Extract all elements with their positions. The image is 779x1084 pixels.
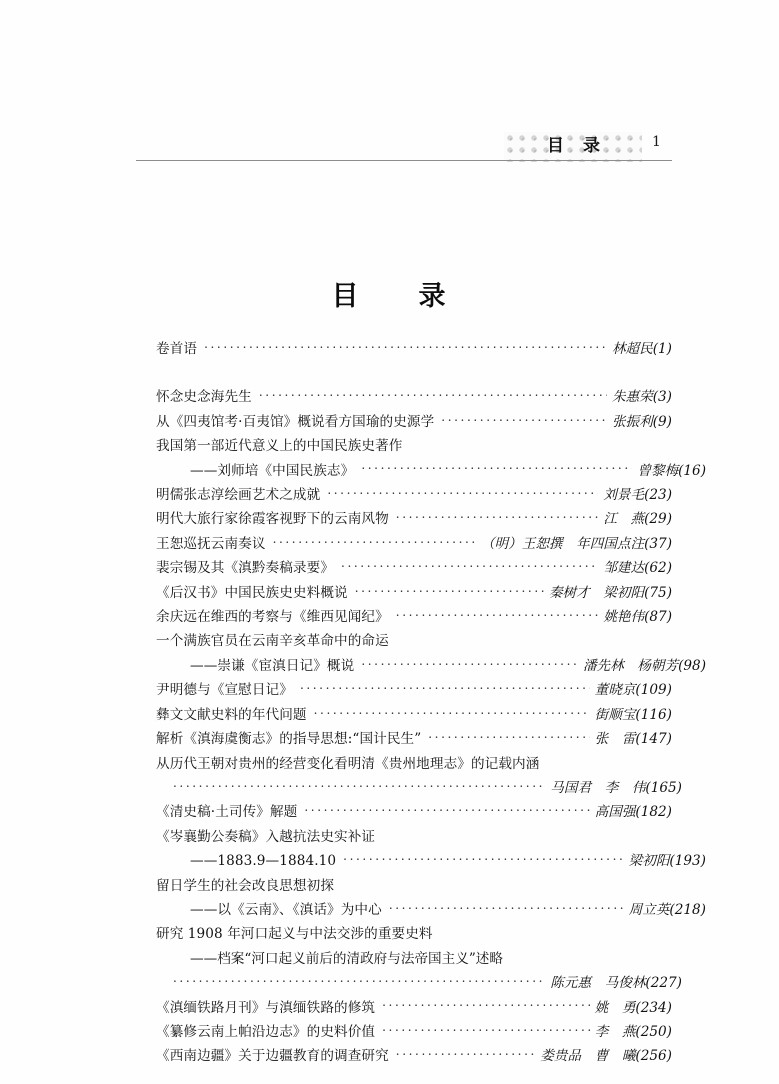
toc-entry-row[interactable] xyxy=(156,483,672,507)
toc-entry[interactable] xyxy=(156,996,672,1020)
toc-entry-row[interactable] xyxy=(156,581,672,605)
toc-entry[interactable] xyxy=(156,703,672,727)
toc-entry-row[interactable] xyxy=(156,459,706,483)
page-number: 1 xyxy=(652,134,661,150)
toc-entry-title: 王恕巡抚云南奏议 xyxy=(156,535,266,552)
running-header xyxy=(0,132,779,172)
toc-entry[interactable] xyxy=(156,410,672,434)
toc-entry-credit: （明）王恕撰 年四国点注(37) xyxy=(480,535,672,552)
toc-entry-title: 一个满族官员在云南辛亥革命中的命运 xyxy=(156,633,389,650)
toc-entry[interactable] xyxy=(156,1044,672,1068)
toc-entry[interactable] xyxy=(156,337,672,361)
toc-entry-title: 留日学生的社会改良思想初探 xyxy=(156,877,335,894)
toc-entry-title: ——1883.9—1884.10 xyxy=(190,853,337,870)
toc-entry[interactable] xyxy=(156,581,672,605)
leader-dots xyxy=(382,1023,590,1036)
toc-entry-row[interactable] xyxy=(156,337,672,361)
toc-entry-credit: 梁初阳(193) xyxy=(628,853,706,870)
leader-dots xyxy=(204,340,607,353)
toc-entry-credit: 高国强(182) xyxy=(594,804,672,821)
leader-dots xyxy=(361,657,578,670)
toc-entry-credit: 林超民(1) xyxy=(611,341,672,357)
toc-entry-row[interactable] xyxy=(156,385,672,409)
toc-entry[interactable] xyxy=(156,922,682,995)
toc-entry-row[interactable] xyxy=(156,898,706,922)
toc-entry-title: 《后汉书》中国民族史史料概说 xyxy=(156,584,348,601)
toc-entry-title: 《岑襄勤公奏稿》入越抗法史实补证 xyxy=(156,828,376,845)
toc-entry-title: 余庆远在维西的考察与《维西见闻纪》 xyxy=(156,609,389,626)
toc-entry-row[interactable] xyxy=(156,800,672,824)
toc-entry-title: 明代大旅行家徐霞客视野下的云南风物 xyxy=(156,511,389,528)
toc-entry-title: 尹明德与《宣慰日记》 xyxy=(156,682,293,699)
toc-entry-row[interactable] xyxy=(156,727,672,751)
toc-entry-row[interactable] xyxy=(156,654,706,678)
toc-entry-title: 怀念史念海先生 xyxy=(156,389,252,406)
toc-entry-title: 《滇缅铁路月刊》与滇缅铁路的修筑 xyxy=(156,999,376,1016)
leader-dots xyxy=(355,584,544,597)
toc-entry-row[interactable] xyxy=(156,996,672,1020)
toc-entry-title: 《清史稿·土司传》解题 xyxy=(156,804,298,821)
toc-entry[interactable] xyxy=(156,483,672,507)
toc-entry-credit: 刘景毛(23) xyxy=(603,487,672,504)
toc-entry-credit: 马国君 李 伟(165) xyxy=(550,779,682,796)
toc-entry[interactable] xyxy=(156,532,672,556)
toc-entry[interactable] xyxy=(156,629,706,678)
toc-entry-credit: 陈元惠 马俊林(227) xyxy=(550,975,682,992)
toc-entry-row[interactable] xyxy=(156,971,682,995)
toc-entry-credit: 姚 勇(234) xyxy=(594,999,672,1016)
toc-entry-row[interactable] xyxy=(156,678,672,702)
toc-entry-title: 解析《滇海虞衡志》的指导思想:“国计民生” xyxy=(156,731,422,748)
toc-entry-title: ——以《云南》、《滇话》为中心 xyxy=(190,901,382,918)
leader-dots xyxy=(273,535,476,548)
toc-entry[interactable] xyxy=(156,605,672,629)
leader-dots xyxy=(389,901,624,914)
toc-entry-title: 研究 1908 年河口起义与中法交涉的重要史料 xyxy=(156,926,433,943)
toc-entry[interactable] xyxy=(156,507,672,531)
toc-entry-row[interactable] xyxy=(156,532,672,556)
toc-entry[interactable] xyxy=(156,727,672,751)
leader-dots xyxy=(441,413,607,426)
toc-entry-row[interactable] xyxy=(156,849,706,873)
toc-entry[interactable] xyxy=(156,800,672,824)
toc-entry-title: 从历代王朝对贵州的经营变化看明清《贵州地理志》的记载内涵 xyxy=(156,755,540,772)
running-header-title: 目 录 xyxy=(547,136,601,156)
toc-entry[interactable] xyxy=(156,1020,672,1044)
toc-entry[interactable] xyxy=(156,678,672,702)
toc-entry-credit: 张振利(9) xyxy=(611,413,672,430)
toc-entry-title: 卷首语 xyxy=(156,341,198,357)
toc-entry-credit: 街顺宝(116) xyxy=(594,706,672,723)
toc-entry[interactable] xyxy=(156,752,682,801)
toc-entry-title: 《西南边疆》关于边疆教育的调查研究 xyxy=(156,1048,389,1065)
toc-entry-title: 我国第一部近代意义上的中国民族史著作 xyxy=(156,438,403,455)
leader-dots xyxy=(300,681,590,694)
leader-dots xyxy=(361,462,632,475)
table-of-contents xyxy=(156,337,706,1069)
leader-dots xyxy=(173,974,545,987)
toc-entry-credit: 姚艳伟(87) xyxy=(603,609,672,626)
toc-entry-row[interactable] xyxy=(156,605,672,629)
leader-dots xyxy=(304,803,589,816)
toc-entry-row[interactable] xyxy=(156,1044,672,1068)
toc-entry-credit: 李 燕(250) xyxy=(594,1023,672,1040)
toc-entry-title: ——崇谦《宦滇日记》概说 xyxy=(190,657,355,674)
toc-entry-title: 明儒张志淳绘画艺术之成就 xyxy=(156,487,321,504)
toc-entry-subtitle: ——档案“河口起义前后的清政府与法帝国主义”述略 xyxy=(190,950,503,967)
toc-entry-credit: 周立英(218) xyxy=(628,901,706,918)
leader-dots xyxy=(343,852,623,865)
leader-dots xyxy=(314,706,590,719)
leader-dots xyxy=(327,486,598,499)
toc-entry[interactable] xyxy=(156,825,706,874)
page-title: 目 录 xyxy=(331,281,448,312)
toc-entry-row[interactable] xyxy=(156,507,672,531)
toc-entry-credit: 朱惠荣(3) xyxy=(611,389,672,406)
toc-entry-row[interactable] xyxy=(156,776,682,800)
toc-entry[interactable] xyxy=(156,556,672,580)
toc-entry-credit: 邹建达(62) xyxy=(603,560,672,577)
leader-dots xyxy=(428,730,589,743)
toc-entry[interactable] xyxy=(156,434,706,483)
leader-dots xyxy=(382,999,590,1012)
toc-entry-row[interactable] xyxy=(156,556,672,580)
toc-entry[interactable] xyxy=(156,385,672,409)
leader-dots xyxy=(396,608,599,621)
toc-entry-title: 《纂修云南上帕沿边志》的史料价值 xyxy=(156,1023,376,1040)
leader-dots xyxy=(259,388,607,401)
toc-entry-credit: 潘先林 杨朝芳(98) xyxy=(582,657,706,674)
toc-entry-credit: 董晓京(109) xyxy=(594,682,672,699)
toc-entry-credit: 娄贵品 曹 曦(256) xyxy=(540,1048,672,1065)
leader-dots xyxy=(396,510,599,523)
toc-entry-credit: 秦树才 梁初阳(75) xyxy=(548,584,672,601)
toc-entry-title: 从《四夷馆考·百夷馆》概说看方国瑜的史源学 xyxy=(156,413,435,430)
toc-entry-credit: 张 雷(147) xyxy=(594,731,672,748)
toc-entry-title: 彝文文献史料的年代问题 xyxy=(156,706,307,723)
leader-dots xyxy=(173,779,545,792)
header-rule xyxy=(136,160,672,161)
toc-entry-credit: 江 燕(29) xyxy=(603,511,672,528)
toc-entry-row[interactable] xyxy=(156,1020,672,1044)
toc-entry-credit: 曾黎梅(16) xyxy=(637,462,706,479)
toc-entry-row[interactable] xyxy=(156,410,672,434)
toc-entry[interactable] xyxy=(156,874,706,923)
toc-entry-row[interactable] xyxy=(156,703,672,727)
toc-entry-title: ——刘师培《中国民族志》 xyxy=(190,462,355,479)
leader-dots xyxy=(341,559,598,572)
leader-dots xyxy=(396,1047,535,1060)
toc-entry-title: 裴宗锡及其《滇黔奏稿录要》 xyxy=(156,560,335,577)
